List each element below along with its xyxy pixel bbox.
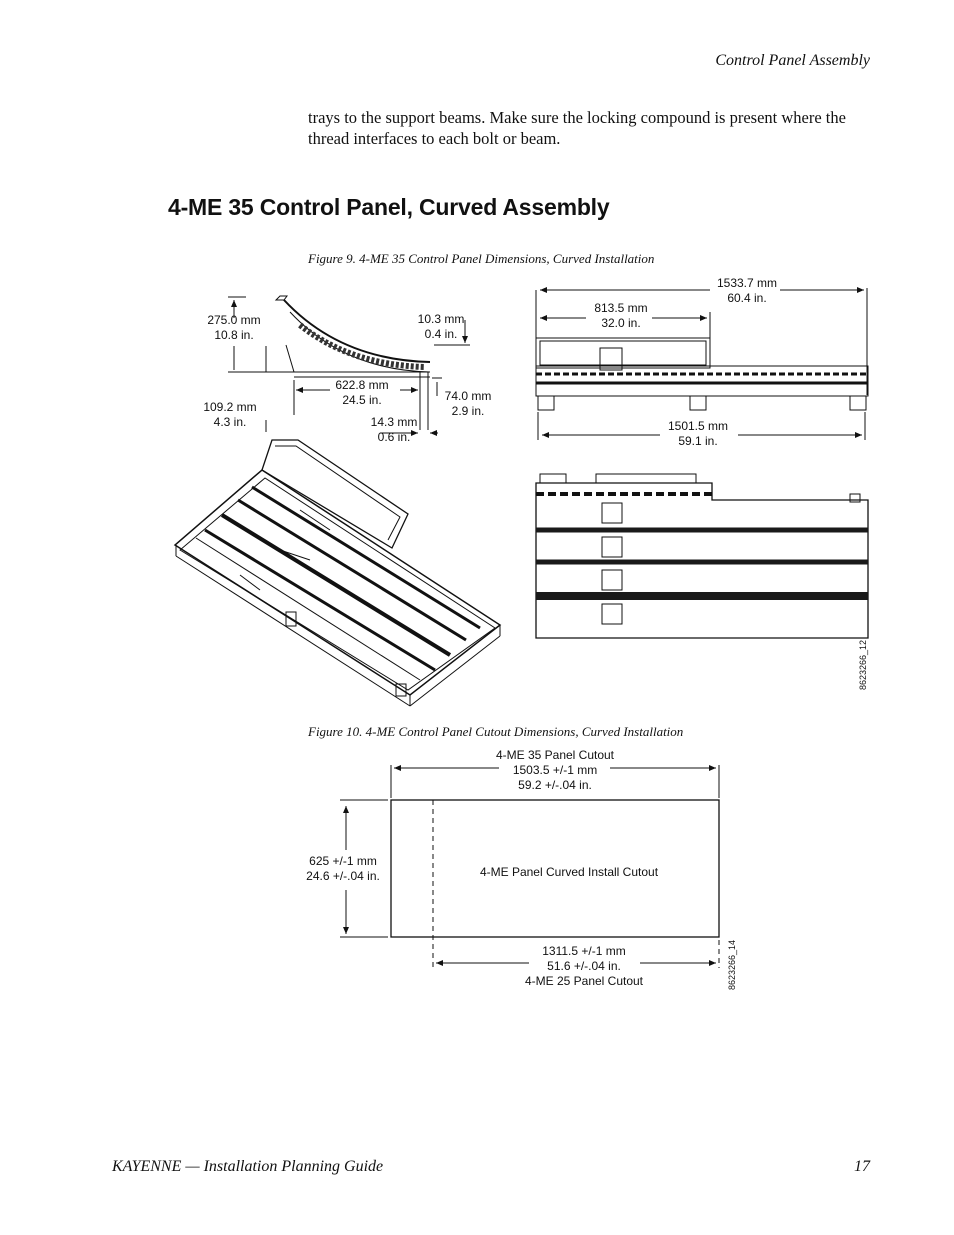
figure9-id: 8623266_12 <box>858 639 868 690</box>
dim-left-section: 813.5 mm 32.0 in. <box>594 301 648 330</box>
section-title: 4-ME 35 Control Panel, Curved Assembly <box>168 194 610 220</box>
dim-depth: 622.8 mm 24.5 in. <box>335 378 389 407</box>
dim-cutout-depth: 625 +/-1 mm 24.6 +/-.04 in. <box>306 854 380 883</box>
dim-height: 275.0 mm 10.8 in. <box>207 313 261 342</box>
figure10-id: 8623266_14 <box>727 939 737 990</box>
running-header: Control Panel Assembly <box>715 52 870 69</box>
footer-title: KAYENNE — Installation Planning Guide <box>112 1158 384 1175</box>
figure10-caption: Figure 10. 4-ME Control Panel Cutout Dimensions, Curved Installation <box>308 724 684 739</box>
plan-view <box>536 474 868 638</box>
dim-rear-drop: 74.0 mm 2.9 in. <box>444 389 492 418</box>
cutout-label: 4-ME Panel Curved Install Cutout <box>479 865 659 879</box>
intro-paragraph: trays to the support beams. Make sure the locking compound is present where the thread interfaces to each bolt or beam. <box>308 108 846 148</box>
dim-base-width: 1501.5 mm 59.1 in. <box>667 419 729 448</box>
dim-25-cutout: 1311.5 +/-1 mm 51.6 +/-.04 in. 4-ME 25 Panel Cutout <box>524 944 644 988</box>
figure9-caption: Figure 9. 4-ME 35 Control Panel Dimensions, Curved Installation <box>308 251 655 266</box>
dim-front-height: 109.2 mm 4.3 in. <box>203 400 257 429</box>
dim-35-cutout: 4-ME 35 Panel Cutout 1503.5 +/-1 mm 59.2 +/-.04 in. <box>495 748 615 792</box>
page-number: 17 <box>854 1158 870 1175</box>
perspective-view <box>175 440 500 706</box>
dim-overall-width: 1533.7 mm 60.4 in. <box>716 276 778 305</box>
dim-offset: 14.3 mm 0.6 in. <box>370 415 418 444</box>
dim-lip: 10.3 mm 0.4 in. <box>417 312 465 341</box>
